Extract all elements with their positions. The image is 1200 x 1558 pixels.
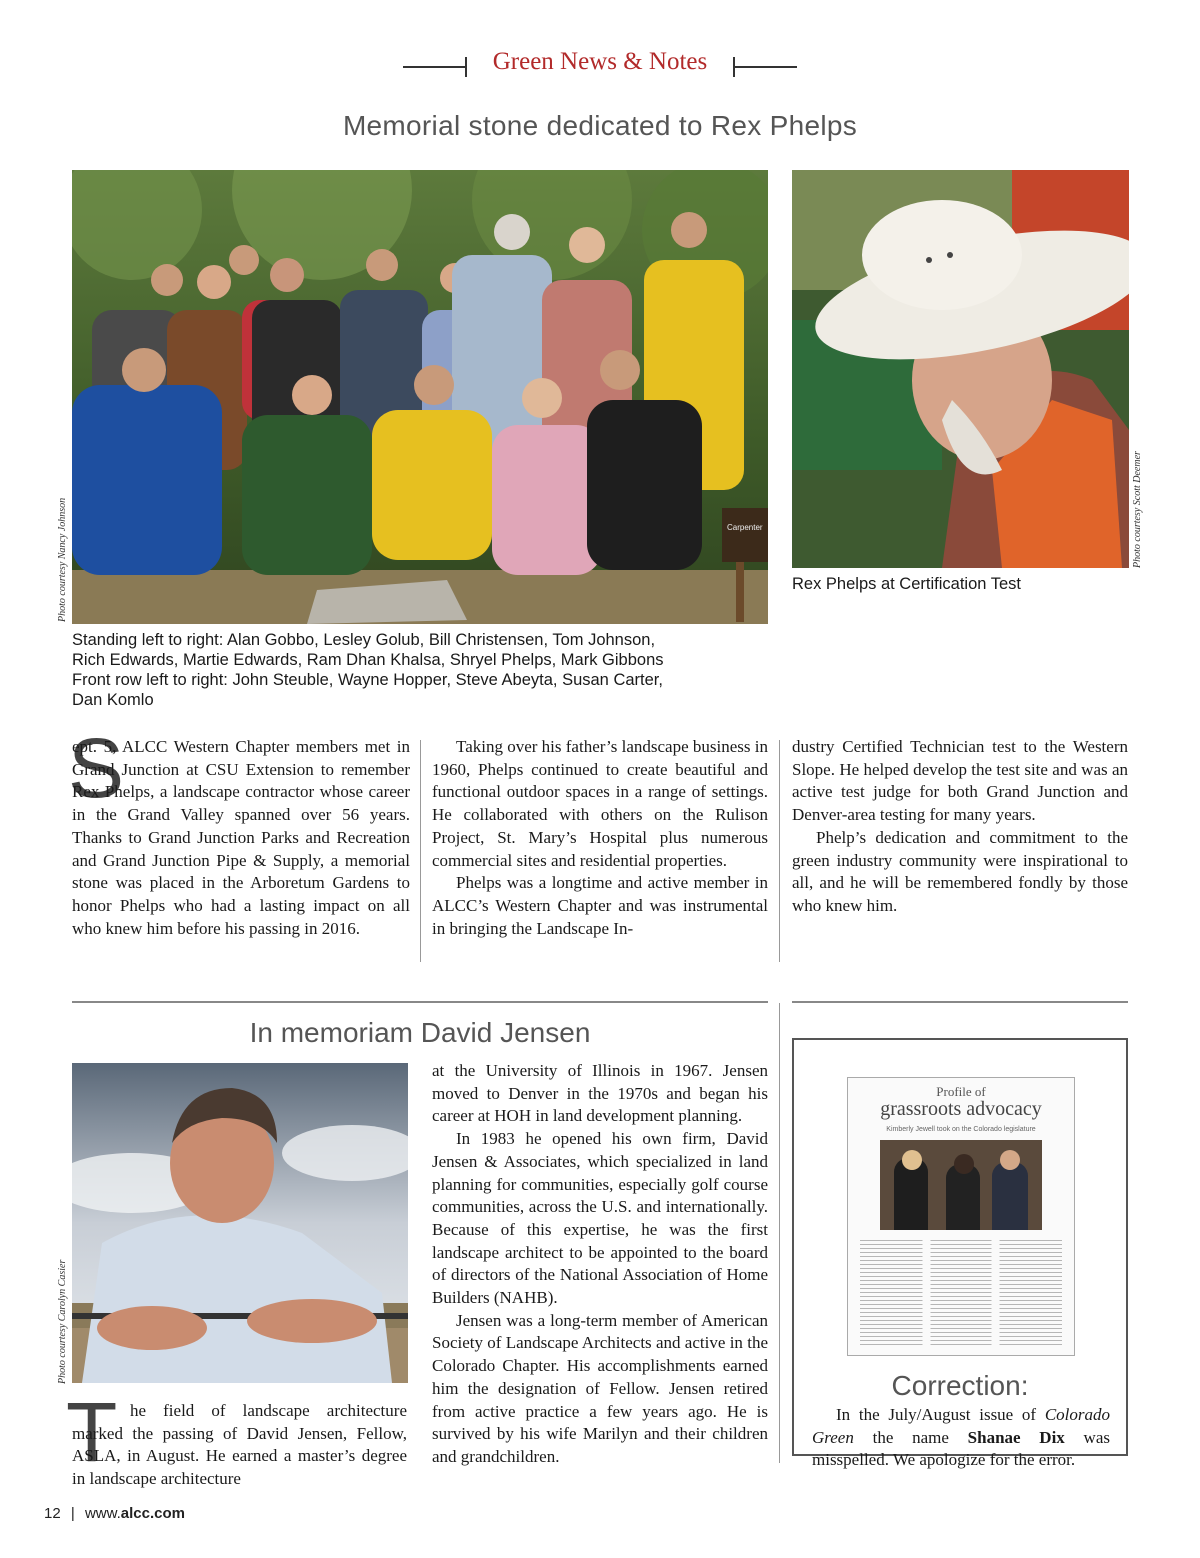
section-divider [792, 1001, 1128, 1003]
rex-photo-caption: Rex Phelps at Certification Test [792, 575, 1021, 593]
thumb-person [1000, 1150, 1020, 1170]
article1-paragraph: Phelp’s dedication and commitment to the green industry community were inspirational to all, and he will be remembered fondly by those who knew him. [792, 827, 1128, 915]
article2-paragraph: In 1983 he opened his own firm, David Jensen & Associates, which specialized in land planning for communities, especially golf course communities, across the U.S. and internationally. Because of this expertise, he was the first landscape architect to be appointed to the board of directors of the National Association of Home Builders (NAHB). [432, 1129, 768, 1308]
page-footer [44, 1505, 185, 1522]
footer-url-domain[interactable]: alcc.com [120, 1505, 185, 1522]
correction-text [812, 1404, 1110, 1472]
thumb-person [992, 1162, 1028, 1230]
thumb-photo [880, 1140, 1042, 1230]
thumb-title: grassroots advocacy [880, 1098, 1042, 1120]
caption-line: Standing left to right: Alan Gobbo, Lesley Golub, Bill Christensen, Tom Johnson, [72, 631, 656, 649]
thumb-subtitle: Kimberly Jewell took on the Colorado legislature [886, 1126, 1036, 1133]
group-photo-credit: Photo courtesy Nancy Johnson [57, 497, 68, 622]
drop-cap: S [68, 721, 125, 815]
thumb-kicker: Profile of [936, 1084, 986, 1099]
footer-separator: | [70, 1505, 75, 1522]
rex-phelps-illustration [792, 170, 1129, 568]
thumb-person [902, 1150, 922, 1170]
article2-paragraph: he field of landscape architecture marked the passing of David Jensen, Fellow, ASLA, in August. He earned a master’s degree in landscape architecture [72, 1401, 407, 1489]
caption-line: Rich Edwards, Martie Edwards, Ram Dhan Khalsa, Shryel Phelps, Mark Gibbons [72, 651, 664, 669]
correction-pre: In the July/August issue of [836, 1405, 1045, 1424]
article1-paragraph: ept. 5, ALCC Western Chapter members met in Grand Junction at CSU Extension to remember Rex Phelps, a landscape contractor whose career in the Grand Valley spanned over 56 years. Thanks to Grand Junction Parks and Recreation and Grand Junction Pipe & Supply, a memorial stone was placed in the Arboretum Gardens to honor Phelps who had a lasting impact on all who knew him before his passing in 2016. [72, 737, 410, 938]
article-headline: Memorial stone dedicated to Rex Phelps [342, 110, 858, 141]
footer-url-prefix[interactable]: www. [84, 1505, 121, 1522]
correction-title: Correction: [891, 1370, 1029, 1401]
article1-column-2 [432, 736, 768, 940]
group-photo-caption [72, 630, 772, 710]
article2-paragraph: Jensen was a long-term member of American Society of Landscape Architects and active in the Colorado Chapter. His accomplishments earned him the designation of Fellow. Jensen retired from active practice a few years ago. He is survived by his wife Marilyn and their children and grandchildren. [432, 1310, 768, 1466]
article2-paragraph: at the University of Illinois in 1967. Jensen moved to Denver in the 1970s and began his career at HOH in land development planning. [432, 1061, 768, 1126]
caption-line: Front row left to right: John Steuble, Wayne Hopper, Steve Abeyta, Susan Carter, [72, 671, 663, 689]
section-title: Green News & Notes [492, 48, 708, 75]
correction-post: was misspelled. We apologize for the error. [812, 1427, 1110, 1470]
column-divider [420, 740, 421, 962]
david-jensen-photo [72, 1063, 408, 1383]
magazine-thumbnail [847, 1077, 1075, 1356]
article-headline: In memoriam David Jensen [249, 1017, 591, 1048]
jensen-photo-credit: Photo courtesy Carolyn Casier [57, 1259, 68, 1384]
article1-column-1 [72, 736, 410, 940]
thumb-text-columns [860, 1240, 1062, 1345]
correction-name: Shanae Dix [967, 1427, 1065, 1447]
rex-photo-credit: Photo courtesy Scott Deemer [1132, 451, 1143, 568]
plaque-text: Carpenter [727, 523, 763, 532]
group-photo [72, 170, 768, 624]
correction-publication: Colorado Green [812, 1405, 1110, 1447]
article1-paragraph: Taking over his father’s landscape business in 1960, Phelps continued to create beautiful and functional outdoor spaces in a range of settings. He collaborated with others on the Rulison Project, St. Mary’s Hospital plus numerous commercial sites and residential properties. [432, 737, 768, 870]
thumb-person [954, 1154, 974, 1174]
article1-column-3 [792, 736, 1128, 918]
section-divider [72, 1001, 768, 1003]
article2-column-2 [432, 1060, 768, 1469]
correction-mid: the name [853, 1427, 968, 1447]
article2-column-1 [72, 1400, 407, 1491]
caption-line: Dan Komlo [72, 691, 154, 709]
group-photo-illustration [72, 170, 768, 624]
column-divider [779, 1003, 780, 1463]
article1-paragraph: dustry Certified Technician test to the Western Slope. He helped develop the test site and was an active test judge for both Grand Junction and Denver-area testing for many years. [792, 737, 1128, 825]
rex-phelps-photo [792, 170, 1129, 568]
column-divider [779, 740, 780, 962]
article1-paragraph: Phelps was a longtime and active member in ALCC’s Western Chapter and was instrumental in bringing the Landscape In- [432, 873, 768, 938]
david-jensen-illustration [72, 1063, 408, 1383]
drop-cap: T [66, 1385, 118, 1479]
page-number: 12 [44, 1505, 61, 1522]
